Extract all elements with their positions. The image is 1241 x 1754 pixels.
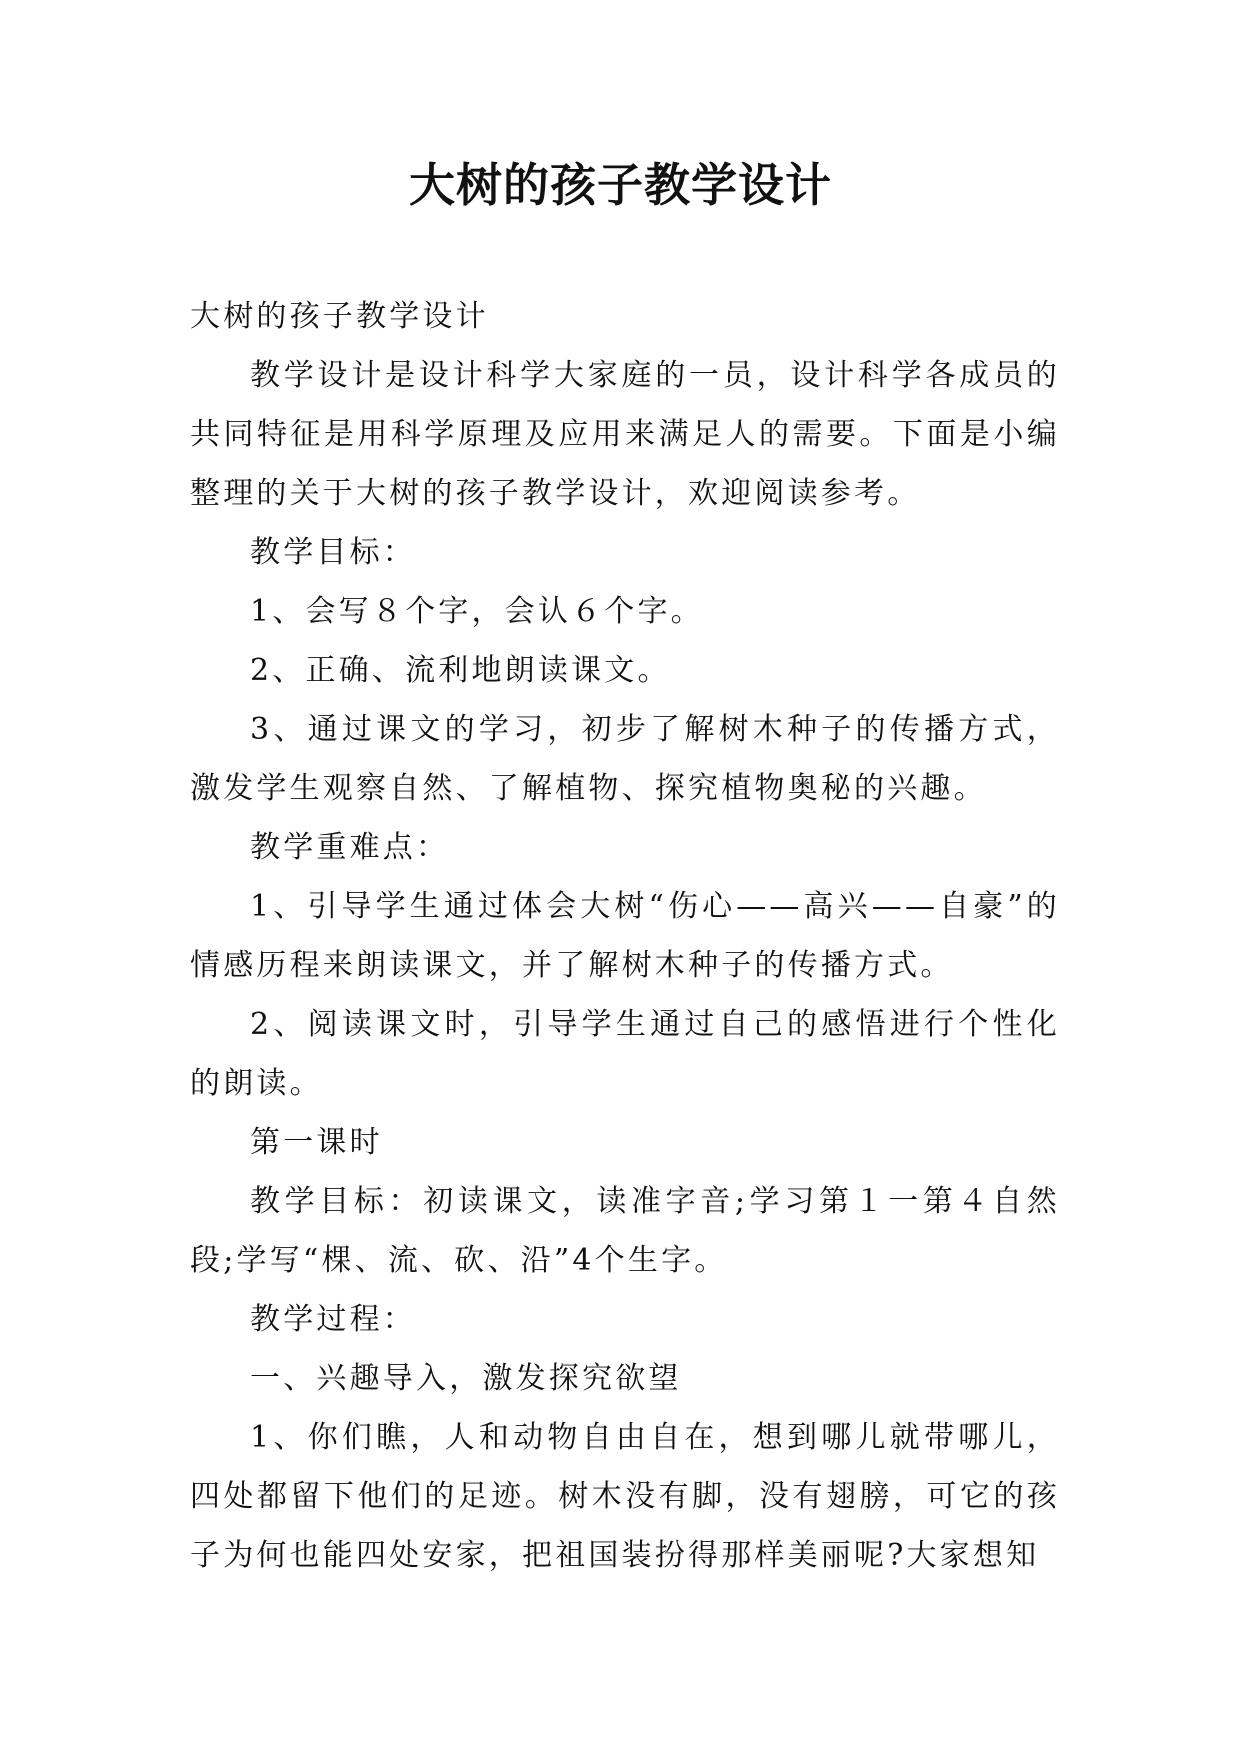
section-heading-objectives: 教学目标： bbox=[250, 535, 416, 570]
process-step-heading: 一、兴趣导入，激发探究欲望 bbox=[250, 1361, 682, 1396]
document-title: 大树的孩子教学设计 bbox=[409, 158, 832, 212]
key-point-item: 1、引导学生通过体会大树“伤心——高兴——自豪”的情感历程来朗读课文，并了解树木种子的传播方式。 bbox=[190, 889, 1060, 983]
document-body bbox=[190, 287, 1060, 1585]
lesson-objective-paragraph: 教学目标：初读课文，读准字音;学习第１一第４自然段;学写“棵、流、砍、沿”4个生字。 bbox=[190, 1184, 1060, 1278]
objective-item: 1、会写８个字，会认６个字。 bbox=[250, 594, 704, 629]
objective-item: 3、通过课文的学习，初步了解树木种子的传播方式，激发学生观察自然、了解植物、探究植物奥秘的兴趣。 bbox=[190, 712, 1060, 806]
intro-paragraph: 教学设计是设计科学大家庭的一员，设计科学各成员的共同特征是用科学原理及应用来满足人的需要。下面是小编整理的关于大树的孩子教学设计，欢迎阅读参考。 bbox=[190, 358, 1060, 511]
key-point-item: 2、阅读课文时，引导学生通过自己的感悟进行个性化的朗读。 bbox=[190, 1007, 1060, 1101]
section-heading-process: 教学过程： bbox=[250, 1302, 416, 1337]
objective-item: 2、正确、流利地朗读课文。 bbox=[250, 653, 671, 688]
section-heading-key-points: 教学重难点： bbox=[250, 830, 450, 865]
section-heading-lesson-one: 第一课时 bbox=[250, 1125, 383, 1160]
process-step-paragraph: 1、你们瞧，人和动物自由自在，想到哪儿就带哪儿，四处都留下他们的足迹。树木没有脚，没有翅膀，可它的孩子为何也能四处安家，把祖国装扮得那样美丽呢?大家想知 bbox=[190, 1420, 1060, 1573]
document-subtitle: 大树的孩子教学设计 bbox=[190, 299, 489, 334]
